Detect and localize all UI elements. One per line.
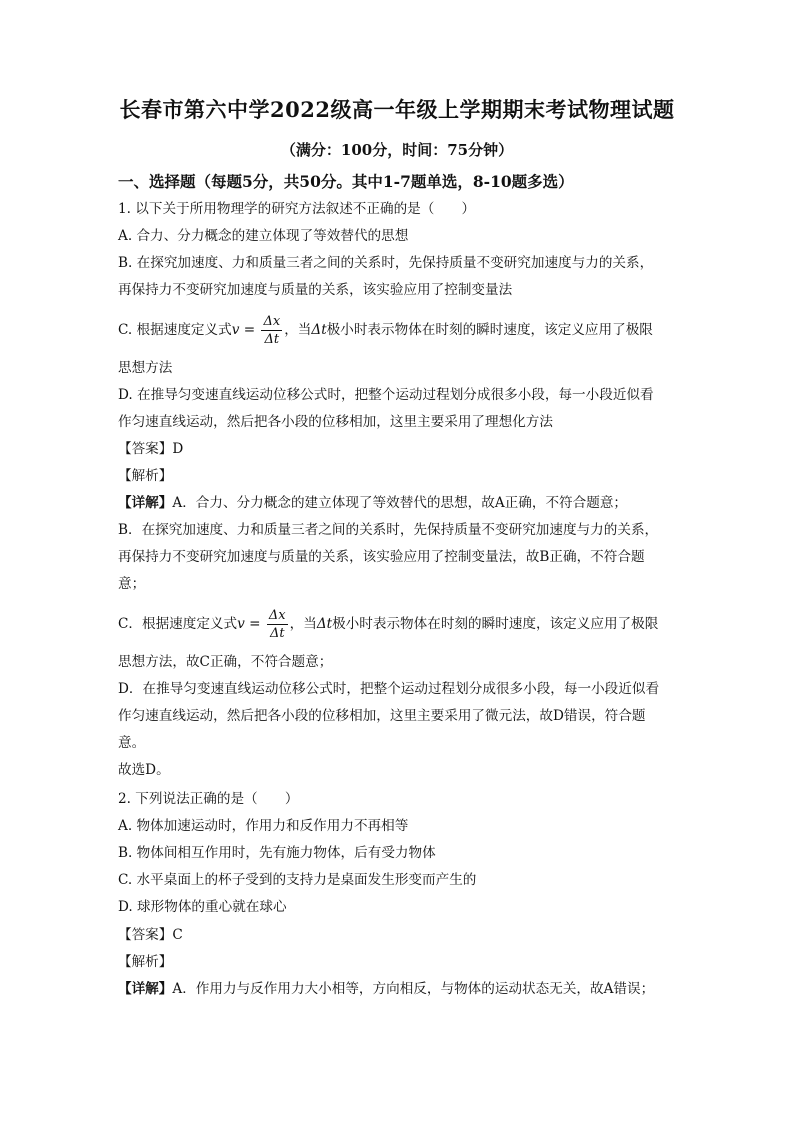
text: C. 根据速度定义式 [118,322,232,338]
exam-subtitle: （满分：100分，时间：75分钟） [280,141,514,159]
fraction-numerator: Δx [263,314,281,329]
q1-option-c-line1 [118,310,653,350]
q1-answer: 【答案】D [118,441,184,457]
q1-explain-a [118,494,627,512]
q2-option-a: A. 物体加速运动时，作用力和反作用力不再相等 [118,818,409,834]
text: 极小时表示物体在时刻的瞬时速度，该定义应用了极限 [326,322,653,338]
q2-option-c: C. 水平桌面上的杯子受到的支持力是桌面发生形变而产生的 [118,872,477,888]
q2-stem: 2. 下列说法正确的是（ ） [118,791,299,807]
q1-conclusion: 故选D。 [118,762,170,778]
section-heading: 一、选择题（每题5分，共50分。其中1-7题单选，8-10题多选） [118,172,574,191]
text: ，当 [289,616,317,632]
q1-option-b-line2: 再保持力不变研究加速度与质量的关系，该实验应用了控制变量法 [118,282,513,298]
q1-option-d-line1: D. 在推导匀变速直线运动位移公式时，把整个运动过程划分成很多小段，每一小段近似看 [118,387,654,403]
velocity-fraction [267,607,288,642]
var-v: v [231,322,240,338]
q1-explain-d-line1: D．在推导匀变速直线运动位移公式时，把整个运动过程划分成很多小段，每一小段近似看 [118,681,660,697]
var-dt: Δt [311,322,327,338]
q1-analysis-label: 【解析】 [118,468,173,484]
velocity-fraction [261,313,282,348]
equals: = [239,322,260,338]
exam-title: 长春市第六中学2022级高一年级上学期期末考试物理试题 [119,97,675,122]
explain-tag: 【详解】 [118,981,173,997]
q2-answer: 【答案】C [118,927,183,943]
q1-explain-b-line1: B．在探究加速度、力和质量三者之间的关系时，先保持质量不变研究加速度与力的关系， [118,522,659,538]
q1-stem: 1. 以下关于所用物理学的研究方法叙述不正确的是（ ） [118,201,476,217]
explain-tag: 【详解】 [118,495,173,511]
equals: = [244,616,265,632]
var-dt: Δt [316,616,333,632]
fraction-denominator: Δt [269,626,285,641]
q2-option-b: B. 物体间相互作用时，先有施力物体，后有受力物体 [118,845,436,861]
text: C．根据速度定义式 [118,616,238,632]
q1-explain-c-line1 [118,604,658,644]
q1-explain-c-line2: 思想方法，故C正确，不符合题意； [118,654,333,670]
text: ，当 [284,322,312,338]
q1-explain-b-line2: 再保持力不变研究加速度与质量的关系，该实验应用了控制变量法，故B正确，不符合题 [118,549,645,565]
q1-option-c-line2: 思想方法 [118,360,173,376]
q1-option-b-line1: B. 在探究加速度、力和质量三者之间的关系时，先保持质量不变研究加速度与力的关系， [118,255,654,271]
q2-analysis-label: 【解析】 [118,954,173,970]
text: A．作用力与反作用力大小相等，方向相反，与物体的运动状态无关，故A错误； [172,981,655,997]
q1-option-d-line2: 作匀速直线运动，然后把各小段的位移相加，这里主要采用了理想化方法 [118,414,553,430]
fraction-denominator: Δt [264,332,280,347]
var-v: v [237,616,245,632]
q2-option-d: D. 球形物体的重心就在球心 [118,899,287,915]
text: 极小时表示物体在时刻的瞬时速度，该定义应用了极限 [332,616,659,632]
fraction-numerator: Δx [268,608,286,623]
q1-explain-d-line3: 意。 [118,735,146,751]
text: A．合力、分力概念的建立体现了等效替代的思想，故A正确，不符合题意； [172,495,628,511]
q2-explain-a [118,980,654,998]
q1-explain-b-line3: 意； [118,576,146,592]
q1-explain-d-line2: 作匀速直线运动，然后把各小段的位移相加，这里主要采用了微元法，故D错误，符合题 [118,708,646,724]
q1-option-a: A. 合力、分力概念的建立体现了等效替代的思想 [118,228,409,244]
